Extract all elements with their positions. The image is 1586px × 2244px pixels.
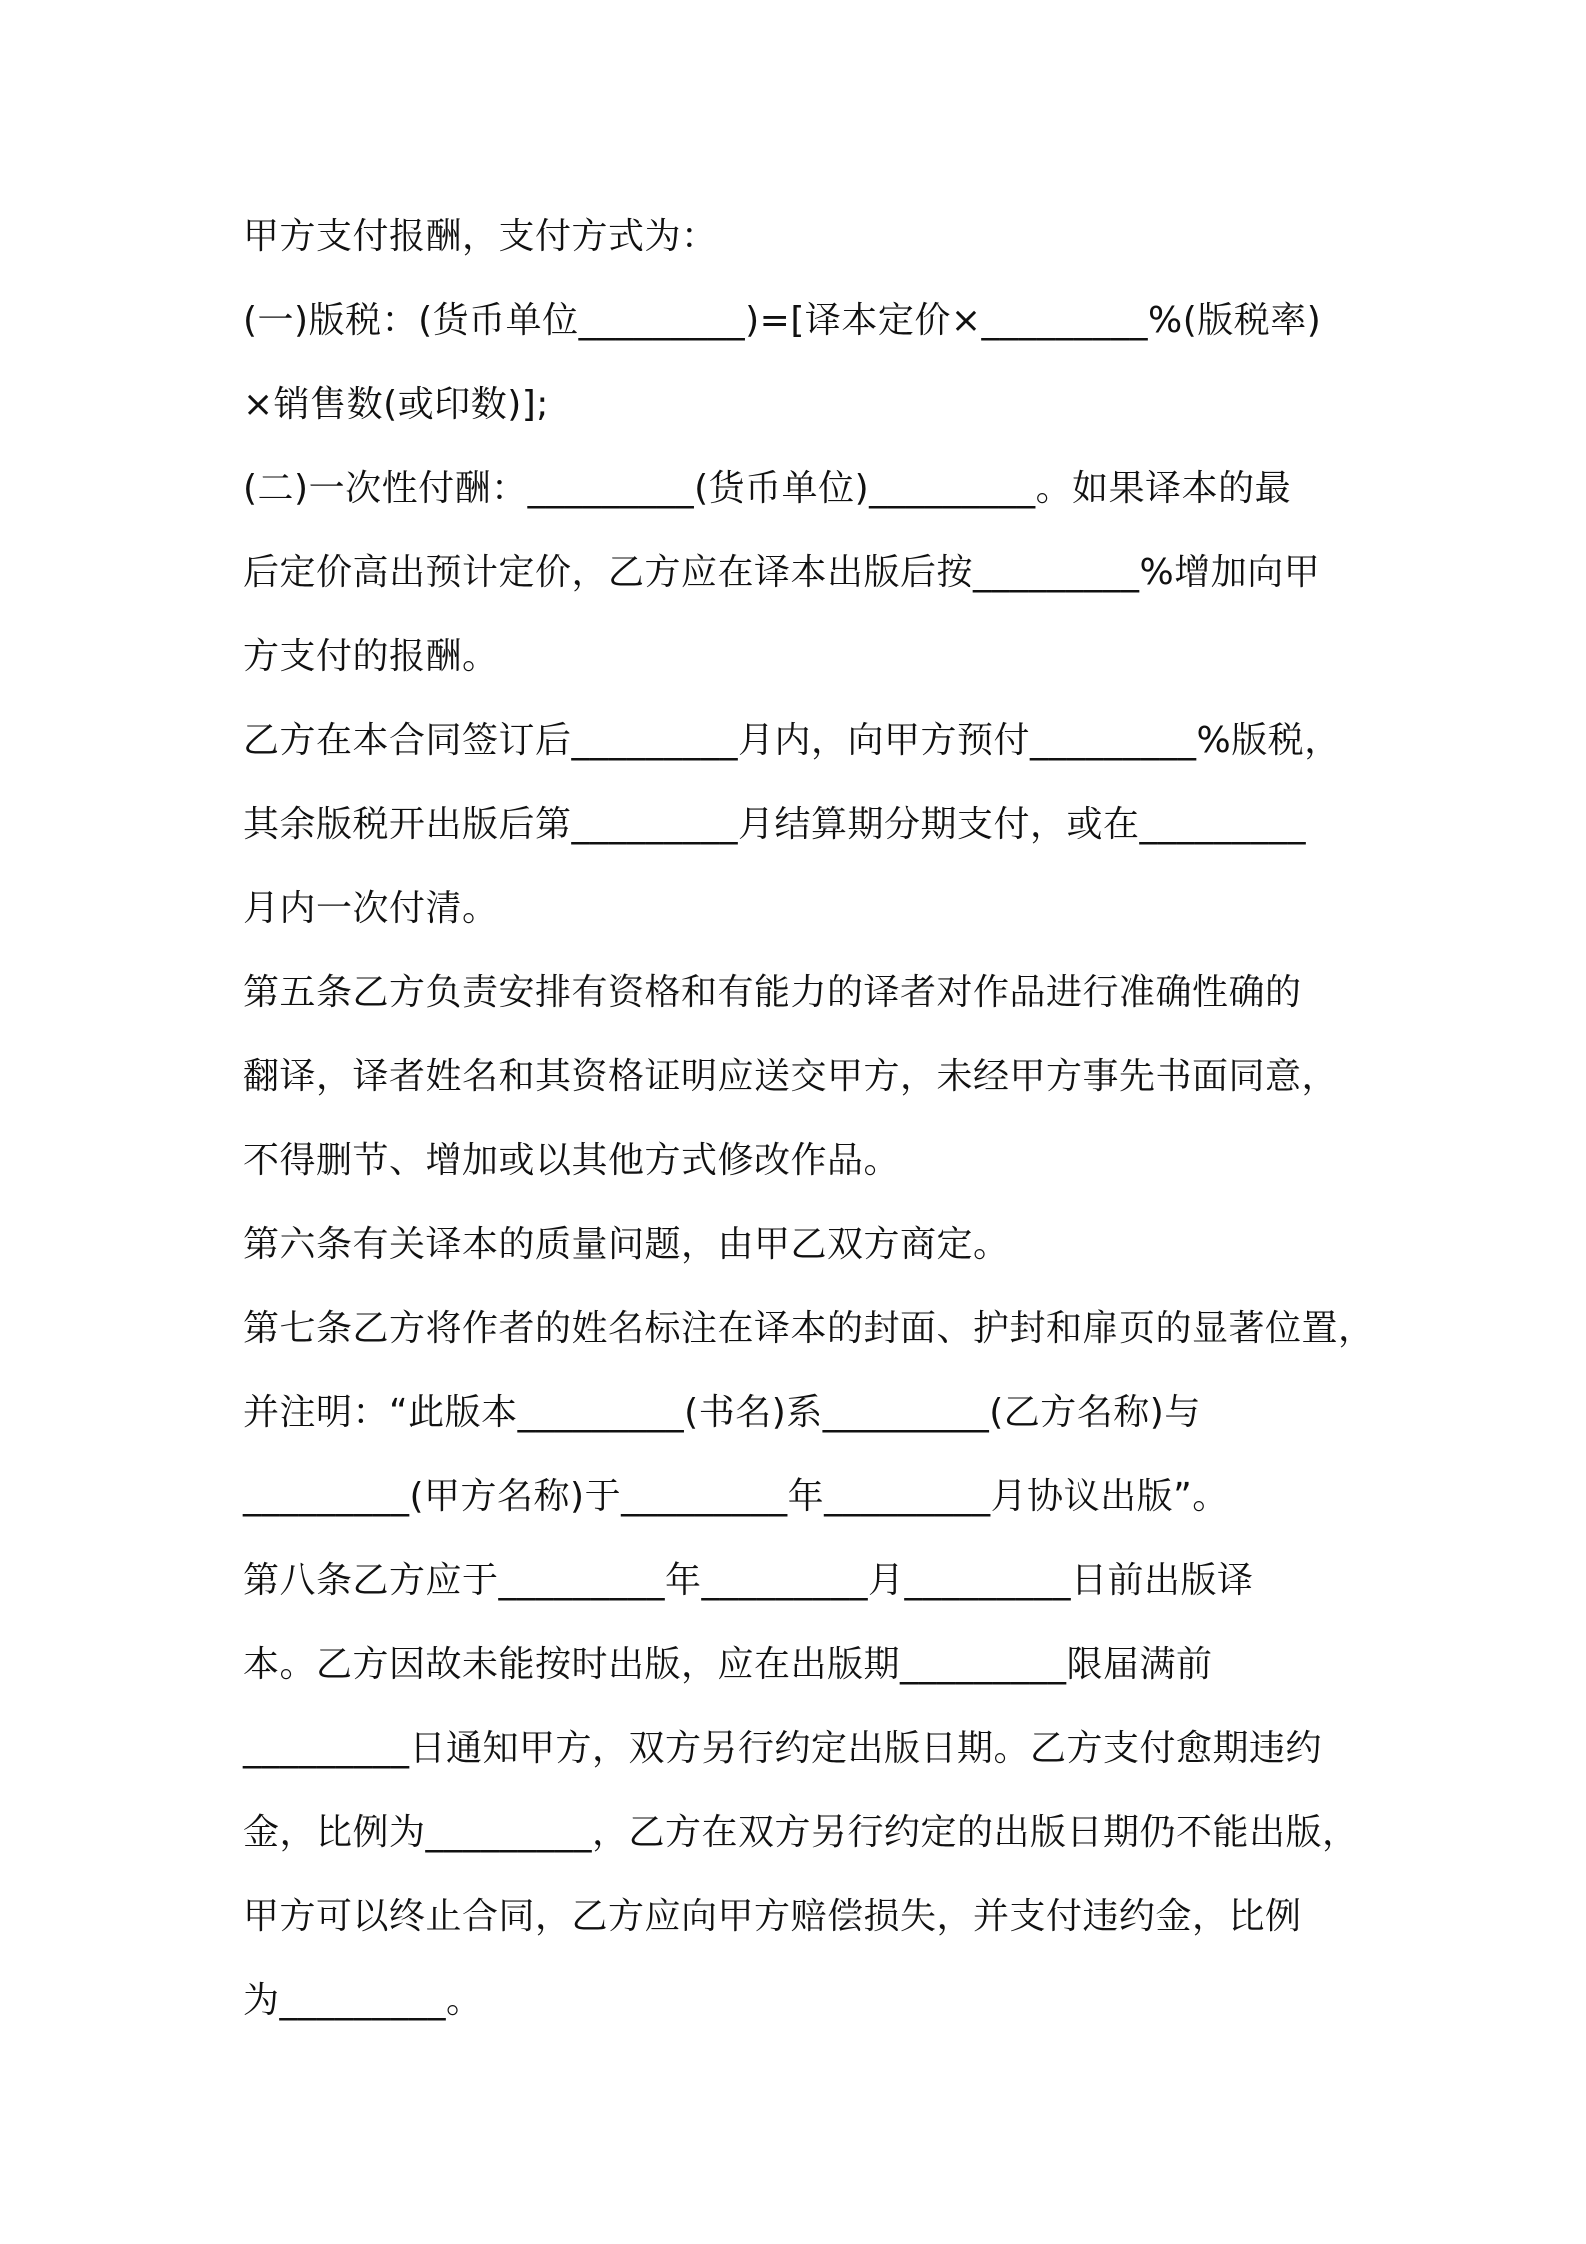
text-line: (二)一次性付酬：_________(货币单位)_________。如果译本的最 — [243, 468, 1292, 509]
text-line: _________(甲方名称)于_________年_________月协议出版”。 — [243, 1476, 1229, 1517]
text-line: 并注明：“此版本_________(书名)系_________(乙方名称)与 — [243, 1392, 1201, 1433]
text-line: 第六条有关译本的质量问题，由甲乙双方商定。 — [243, 1224, 1010, 1265]
text-line: 第七条乙方将作者的姓名标注在译本的封面、护封和扉页的显著位置， — [243, 1308, 1375, 1349]
text-line: ×销售数(或印数)]; — [243, 384, 549, 425]
text-line: 金，比例为_________，乙方在双方另行约定的出版日期仍不能出版， — [243, 1812, 1359, 1853]
text-line: 不得删节、增加或以其他方式修改作品。 — [243, 1140, 901, 1181]
text-line: 本。乙方因故未能按时出版，应在出版期_________限届满前 — [243, 1644, 1213, 1685]
text-line: 方支付的报酬。 — [243, 636, 499, 677]
text-line: 甲方支付报酬，支付方式为： — [243, 216, 718, 257]
text-line: 翻译，译者姓名和其资格证明应送交甲方，未经甲方事先书面同意， — [243, 1056, 1339, 1097]
text-line: 乙方在本合同签订后_________月内，向甲方预付_________%版税， — [243, 720, 1341, 761]
contract-text-body — [243, 195, 1383, 2043]
text-line: 第五条乙方负责安排有资格和有能力的译者对作品进行准确性确的 — [243, 972, 1302, 1013]
text-line: 后定价高出预计定价，乙方应在译本出版后按_________%增加向甲 — [243, 552, 1321, 593]
text-line: (一)版税：(货币单位_________)=[译本定价×_________%(版税率) — [243, 300, 1322, 341]
text-line: _________日通知甲方，双方另行约定出版日期。乙方支付愈期违约 — [243, 1728, 1323, 1769]
text-line: 第八条乙方应于_________年_________月_________日前出版译 — [243, 1560, 1254, 1601]
text-line: 月内一次付清。 — [243, 888, 499, 929]
text-line: 其余版税开出版后第_________月结算期分期支付，或在_________ — [243, 804, 1307, 845]
text-line: 为_________。 — [243, 1980, 483, 2021]
text-line: 甲方可以终止合同，乙方应向甲方赔偿损失，并支付违约金，比例 — [243, 1896, 1302, 1937]
